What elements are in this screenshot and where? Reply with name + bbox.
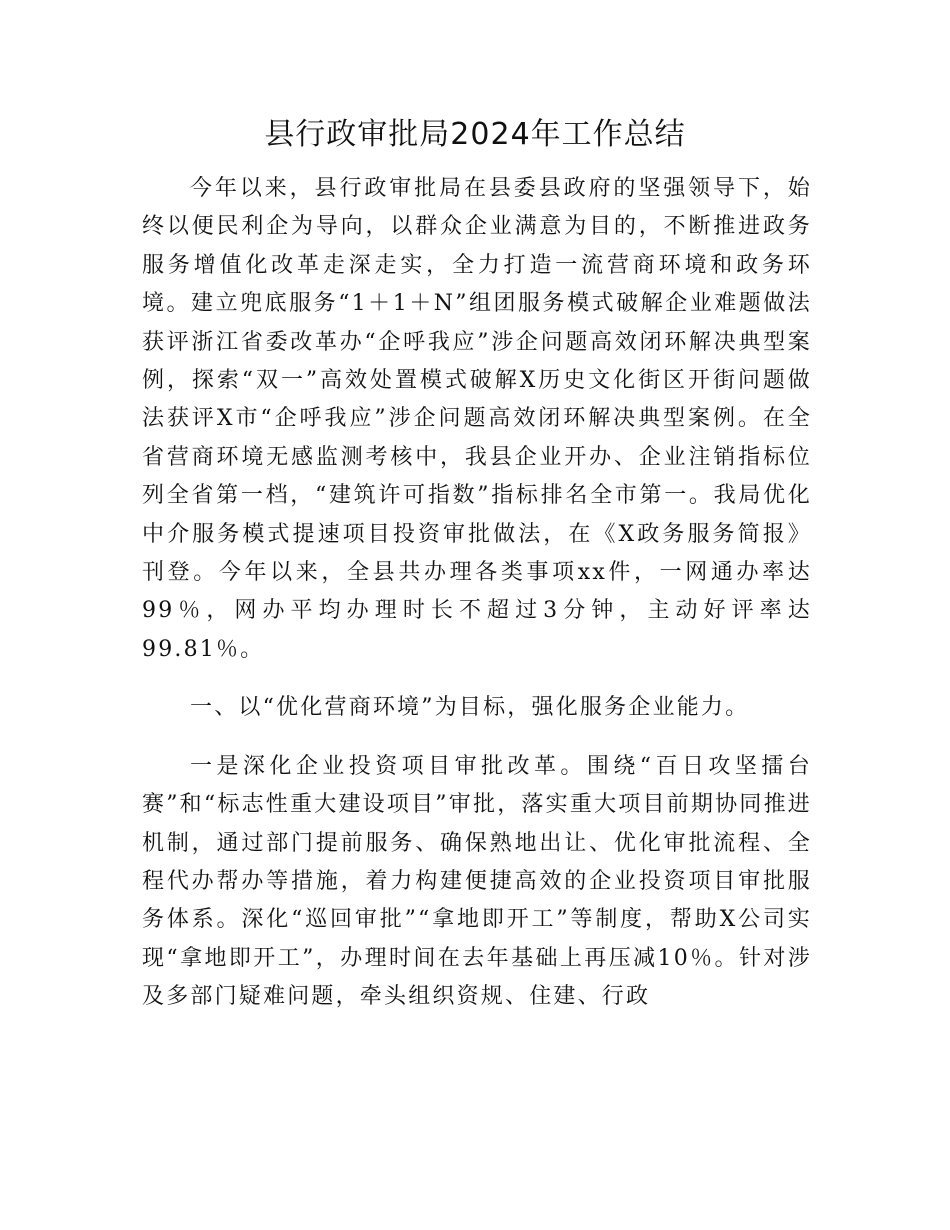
body-paragraph: 一是深化企业投资项目审批改革。围绕“百日攻坚擂台赛”和“标志性重大建设项目”审批，落实重大项目前期协同推进机制，通过部门提前服务、确保熟地出让、优化审批流程、全程代办帮办等措施，着力构建便捷高效的企业投资项目审批服务体系。深化“巡回审批”“拿地即开工”等制度，帮助X公司实现“拿地即开工”，办理时间在去年基础上再压减10％。针对涉及多部门疑难问题，牵头组织资规、住建、行政 bbox=[142, 753, 812, 1010]
document-body bbox=[142, 170, 812, 1017]
intro-paragraph: 今年以来，县行政审批局在县委县政府的坚强领导下，始终以便民利企为导向，以群众企业满意为目的，不断推进政务服务增值化改革走深走实，全力打造一流营商环境和政务环境。建立兜底服务“1＋1＋N”组团服务模式破解企业难题做法获评浙江省委改革办“企呼我应”涉企问题高效闭环解决典型案例，探索“双一”高效处置模式破解X历史文化街区开街问题做法获评X市“企呼我应”涉企问题高效闭环解决典型案例。在全省营商环境无感监测考核中，我县企业开办、企业注销指标位列全省第一档，“建筑许可指数”指标排名全市第一。我局优化中介服务模式提速项目投资审批做法，在《X政务服务简报》刊登。今年以来，全县共办理各类事项xx件，一网通办率达99％，网办平均办理时长不超过3分钟，主动好评率达99.81％。 bbox=[142, 176, 812, 662]
document-title: 县行政审批局2024年工作总结 bbox=[264, 117, 686, 152]
section-heading: 一、以“优化营商环境”为目标，强化服务企业能力。 bbox=[190, 695, 750, 721]
